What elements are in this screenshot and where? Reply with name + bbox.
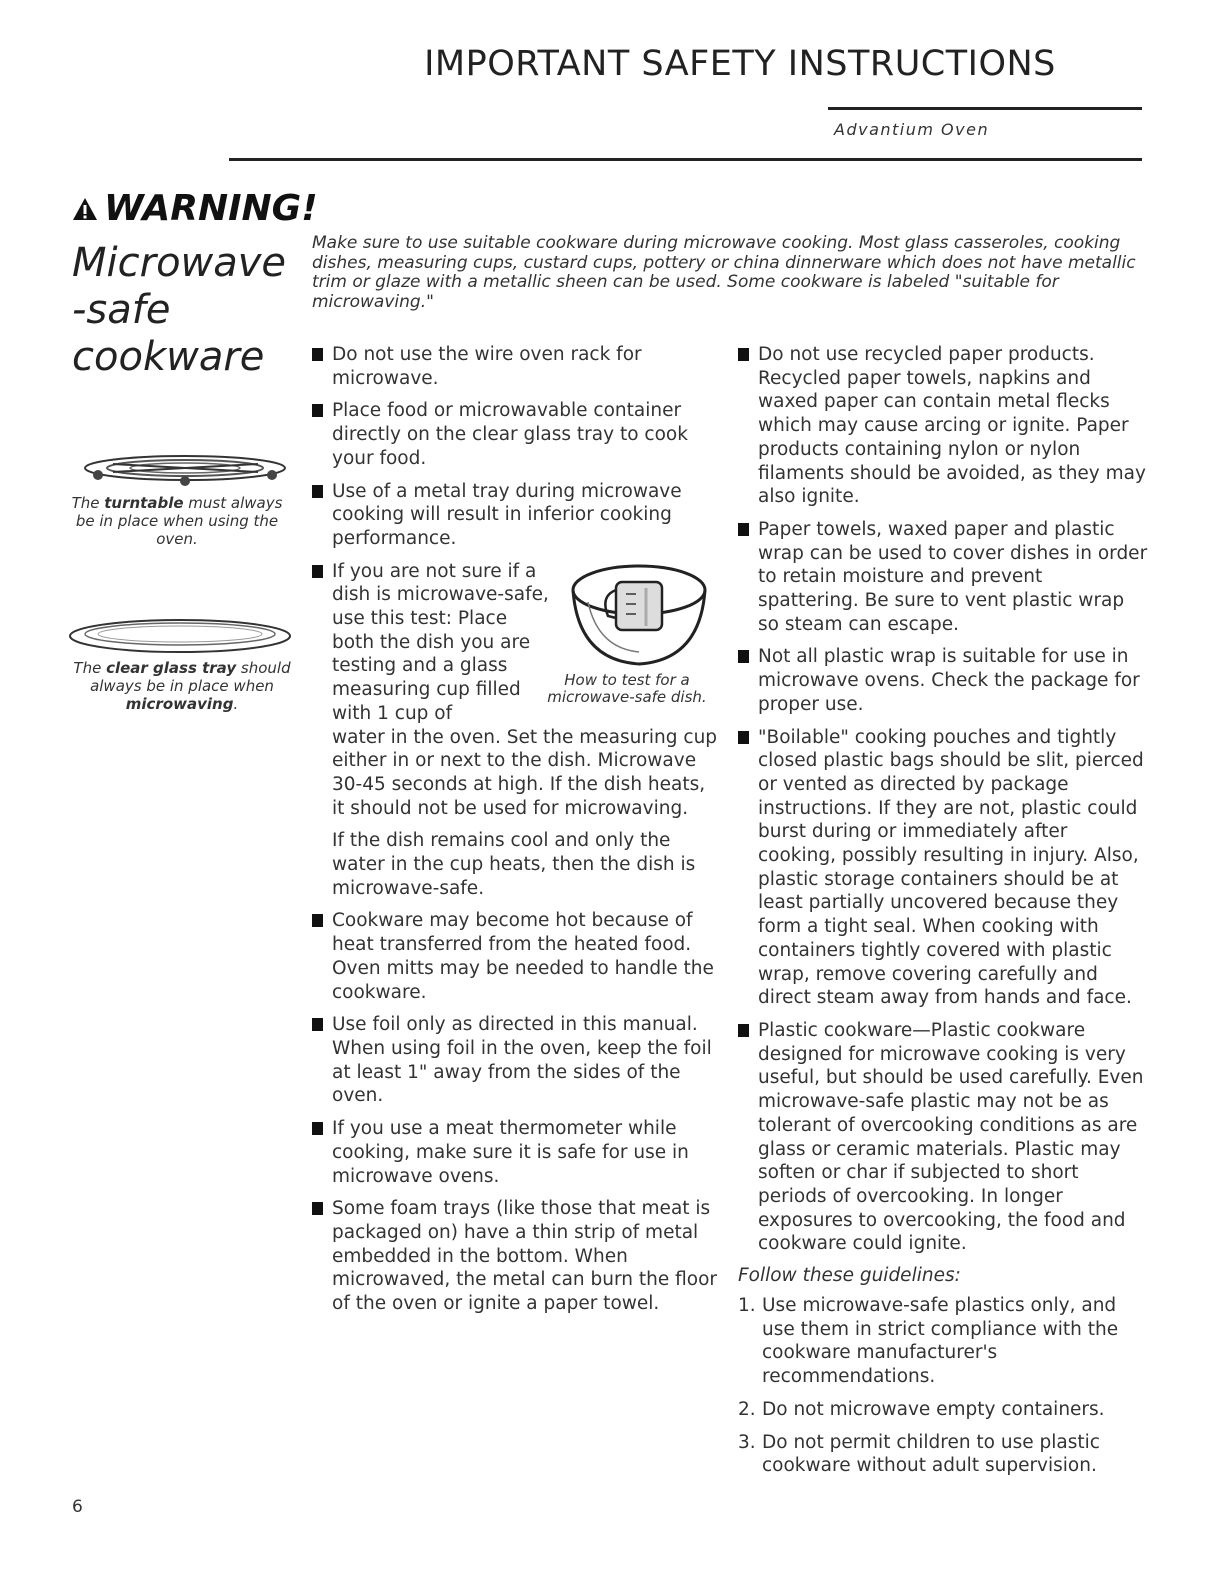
caption-bold: turntable <box>104 494 184 512</box>
item-number: 1. <box>738 1295 756 1317</box>
guidelines-heading: Follow these guidelines: <box>738 1265 961 1287</box>
warning-label: WARNING! <box>104 188 318 229</box>
list-item: Place food or microwavable container directly on the clear glass tray to cook your food. <box>312 399 722 470</box>
section-title-line: -safe <box>72 287 171 333</box>
list-item: Do not use recycled paper products. Recycled paper towels, napkins and waxed paper can contain metal flecks which may cause arcing or ignite. Paper products containing nylon or nylon filaments should be avoided, as they may also ignite. <box>738 343 1148 509</box>
paragraph: If the dish remains cool and only the water in the cup heats, then the dish is microwave-safe. <box>332 830 696 899</box>
item-number: 3. <box>738 1431 756 1453</box>
numbered-list <box>738 1294 1148 1478</box>
caption-text: The <box>71 494 105 512</box>
page-number: 6 <box>72 1497 83 1517</box>
list-item: Paper towels, waxed paper and plastic wrap can be used to cover dishes in order to retain moisture and prevent spattering. Be sure to vent plastic wrap so steam can escape. <box>738 518 1148 637</box>
header-rule-long <box>229 158 1142 161</box>
section-title <box>72 240 287 381</box>
caption-text: The <box>73 659 107 677</box>
numbered-item <box>738 1431 1148 1478</box>
caption-text: must always be in place when using the oven. <box>75 494 283 548</box>
list-item: Plastic cookware—Plastic cookware designed for microwave cooking is very useful, but should be used carefully. Even microwave-safe plastic may not be as tolerant of overcooking conditions as are glass or ceramic materials. Plastic may soften or char if subjected to short periods of overcooking. In longer exposures to overcooking, the food and cookware could ignite. <box>738 1019 1148 1256</box>
section-title-line: cookware <box>72 334 265 380</box>
list-item: Not all plastic wrap is suitable for use in microwave ovens. Check the package for proper use. <box>738 645 1148 716</box>
list-item: Cookware may become hot because of heat transferred from the heated food. Oven mitts may be needed to handle the cookware. <box>312 909 722 1004</box>
item-text: Use microwave-safe plastics only, and use them in strict compliance with the cookware manufacturer's recommendations. <box>762 1295 1119 1388</box>
item-text: Do not permit children to use plastic cookware without adult supervision. <box>762 1431 1100 1477</box>
page-subtitle: Advantium Oven <box>834 120 990 139</box>
column-left <box>312 343 722 1325</box>
caption-text: should always be in place when <box>90 659 291 695</box>
column-right <box>738 343 1148 1487</box>
numbered-item <box>738 1398 1148 1422</box>
section-title-line: Microwave <box>72 240 287 286</box>
measuring-cup-in-dish-icon <box>568 560 710 668</box>
page-title: IMPORTANT SAFETY INSTRUCTIONS <box>424 44 1056 84</box>
numbered-item <box>738 1294 1148 1389</box>
header-rule-short <box>828 107 1142 110</box>
intro-paragraph: Make sure to use suitable cookware during microwave cooking. Most glass casseroles, cooking dishes, measuring cups, custard cups, pottery or china dinnerware which does not have metallic trim or glaze with a metallic sheen can be used. Some cookware is labeled "suitable for microwaving." <box>312 233 1136 312</box>
list-item-text: If you are not sure if a dish is microwave-safe, use this test: Place both the dish you are testing and a glass measuring cup filled with 1 cup of <box>332 560 549 724</box>
cup-test-caption: How to test for a microwave-safe dish. <box>547 671 707 706</box>
warning-triangle-icon <box>72 197 98 221</box>
list-item: Some foam trays (like those that meat is packaged on) have a thin strip of metal embedded in the bottom. When microwaved, the metal can burn the floor of the oven or ignite a paper towel. <box>312 1197 722 1316</box>
caption-bold: microwaving <box>125 695 234 713</box>
list-item: If you use a meat thermometer while cooking, make sure it is safe for use in microwave ovens. <box>312 1117 722 1188</box>
caption-bold: clear glass tray <box>106 659 237 677</box>
glass-tray-icon <box>66 616 294 656</box>
list-item: Use of a metal tray during microwave cooking will result in inferior cooking performance. <box>312 480 722 551</box>
bullet-list <box>738 343 1148 1256</box>
turntable-icon <box>78 448 292 490</box>
turntable-caption <box>62 494 292 548</box>
list-item: Use foil only as directed in this manual. When using foil in the oven, keep the foil at least 1" away from the sides of the oven. <box>312 1013 722 1108</box>
list-item: "Boilable" cooking pouches and tightly closed plastic bags should be slit, pierced or vented as directed by package instructions. If they are not, plastic could burst during or immediately after cooking, possibly resulting in injury. Also, plastic storage containers should be at least partially uncovered because they form a tight seal. When cooking with containers tightly covered with plastic wrap, remove covering carefully and direct steam away from hands and face. <box>738 726 1148 1010</box>
caption-text: . <box>233 695 239 713</box>
list-item: Do not use the wire oven rack for microwave. <box>312 343 722 390</box>
item-number: 2. <box>738 1398 756 1420</box>
warning-heading <box>72 188 318 229</box>
list-item-text: water in the oven. Set the measuring cup either in or next to the dish. Microwave 30-45 seconds at high. If the dish heats, it should not be used for microwaving. <box>332 726 718 819</box>
glass-tray-caption <box>62 659 302 713</box>
item-text: Do not microwave empty containers. <box>762 1398 1105 1420</box>
bullet-list <box>312 909 722 1315</box>
